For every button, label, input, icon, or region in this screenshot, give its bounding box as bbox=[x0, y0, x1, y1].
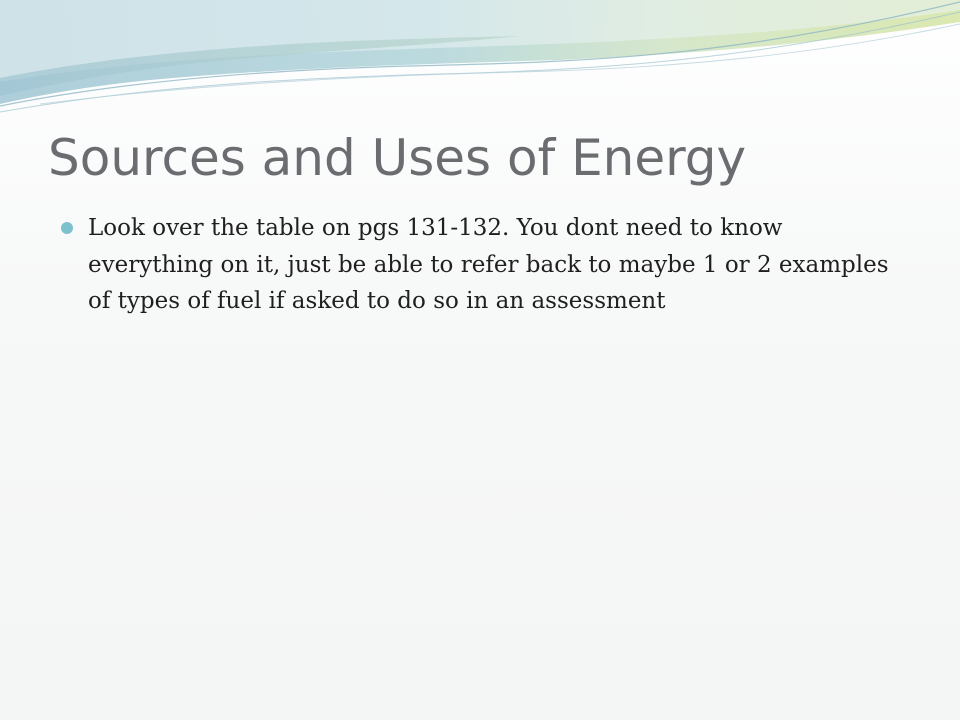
bullet-dot-icon bbox=[61, 222, 73, 234]
bullet-text: Look over the table on pgs 131-132. You dont need to know everything on it, just be able to refer back to maybe 1 or 2 examples of types of fuel if asked to do so in an assessment bbox=[88, 215, 889, 314]
bullet-item bbox=[60, 210, 900, 320]
top-wave-decoration bbox=[0, 0, 960, 120]
bullet-list bbox=[60, 210, 900, 320]
slide-title: Sources and Uses of Energy bbox=[48, 129, 747, 187]
